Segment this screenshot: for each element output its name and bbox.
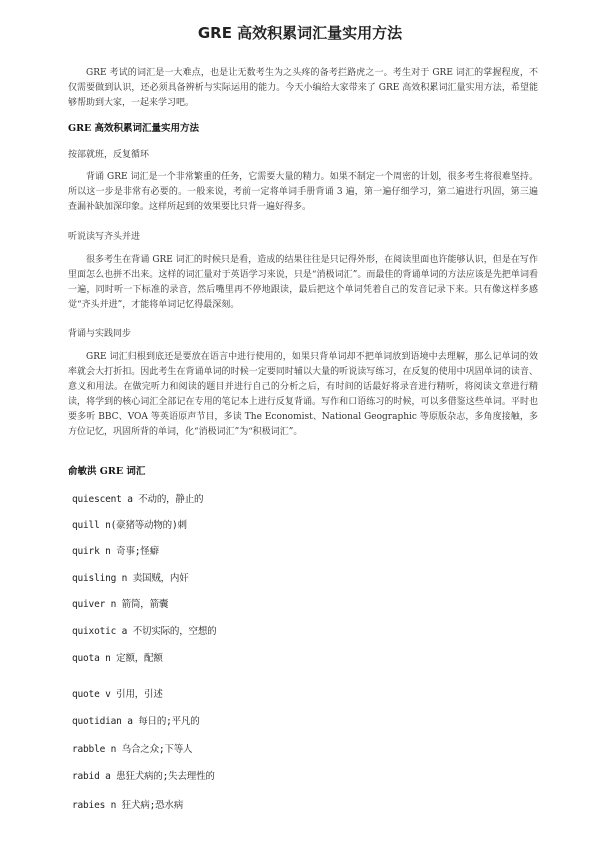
vocab-item: quiescent a 不动的，静止的 <box>72 494 204 505</box>
vocab-item: rabies n 狂犬病;恐水病 <box>72 800 183 811</box>
section-heading: GRE 高效积累词汇量实用方法 <box>68 123 200 134</box>
vocab-item: quotidian a 每日的;平凡的 <box>72 716 200 727</box>
vocab-item: quisling n 卖国贼，内奸 <box>72 573 189 584</box>
vocab-item: quixotic a 不切实际的，空想的 <box>72 626 217 637</box>
subheading-1: 按部就班，反复循环 <box>68 150 150 160</box>
vocab-item: quiver n 箭筒，箭囊 <box>72 599 169 610</box>
vocab-heading: 俞敏洪 GRE 词汇 <box>68 466 146 477</box>
intro-paragraph: GRE 考试的词汇是一大难点，也是让无数考生为之头疼的备考拦路虎之一。考生对于 GRE 词汇的掌握程度，不仅需要做到认识，还必须具备辨析与实际运用的能力。今天小编给大家带来了 GRE 高效积累词汇量实用方法，希望能够帮助到大家，一起来学习吧。 <box>68 68 538 108</box>
vocab-item: quill n(豪猪等动物的)刺 <box>72 520 187 531</box>
vocab-item: rabid a 患狂犬病的;失去理性的 <box>72 771 215 782</box>
paragraph-3: GRE 词汇归根到底还是要放在语言中进行使用的，如果只背单词却不把单词放到语境中去理解，那么记单词的效率就会大打折扣。因此考生在背诵单词的时候一定要同时辅以大量的听说读写练习，在反复的使用中巩固单词的读音、意义和用法。在做完听力和阅读的题目并进行自己的分析之后，有时间的话最好将录音进行精听，将阅读文章进行精读，将学到的核心词汇全部记在专用的笔记本上进行反复背诵。写作和口语练习的时候，可以多借鉴这些单词。平时也要多听 BBC、VOA 等英语原声节目，多读 The Economist、National Geographic 等原版杂志，多角度接触，多方位记忆，巩固所背的单词，化“消极词汇”为“积极词汇”。 <box>68 352 538 437</box>
paragraph-2: 很多考生在背诵 GRE 词汇的时候只是看，造成的结果往往是只记得外形，在阅读里面也许能够认识，但是在写作里面怎么也拼不出来。这样的词汇量对于英语学习来说，只是“消极词汇”。而最佳的背诵单词的方法应该是先把单词看一遍，同时听一下标准的录音，然后嘴里再不停地跟读，最后把这个单词凭着自己的发音记录下来。只有像这样多感觉“齐头并进”，才能将单词记忆得最深刻。 <box>68 255 538 310</box>
subheading-2: 听说读写齐头并进 <box>68 232 141 242</box>
page-title: GRE 高效积累词汇量实用方法 <box>197 24 403 42</box>
subheading-3: 背诵与实践同步 <box>68 329 132 339</box>
vocab-item: quote v 引用，引述 <box>72 689 163 700</box>
paragraph-1: 背诵 GRE 词汇是一个非常繁重的任务，它需要大量的精力。如果不制定一个周密的计划，很多考生将很难坚持。所以这一步是非常有必要的。一般来说，考前一定将单词手册背诵 3 遍，第一遍仔细学习，第二遍进行巩固，第三遍查漏补缺加深印象。这样所起到的效果要比只背一遍好得多。 <box>68 172 538 212</box>
vocab-item: rabble n 乌合之众;下等人 <box>72 744 193 755</box>
vocab-item: quirk n 奇事;怪癖 <box>72 546 159 557</box>
vocab-item: quota n 定额，配额 <box>72 653 163 664</box>
